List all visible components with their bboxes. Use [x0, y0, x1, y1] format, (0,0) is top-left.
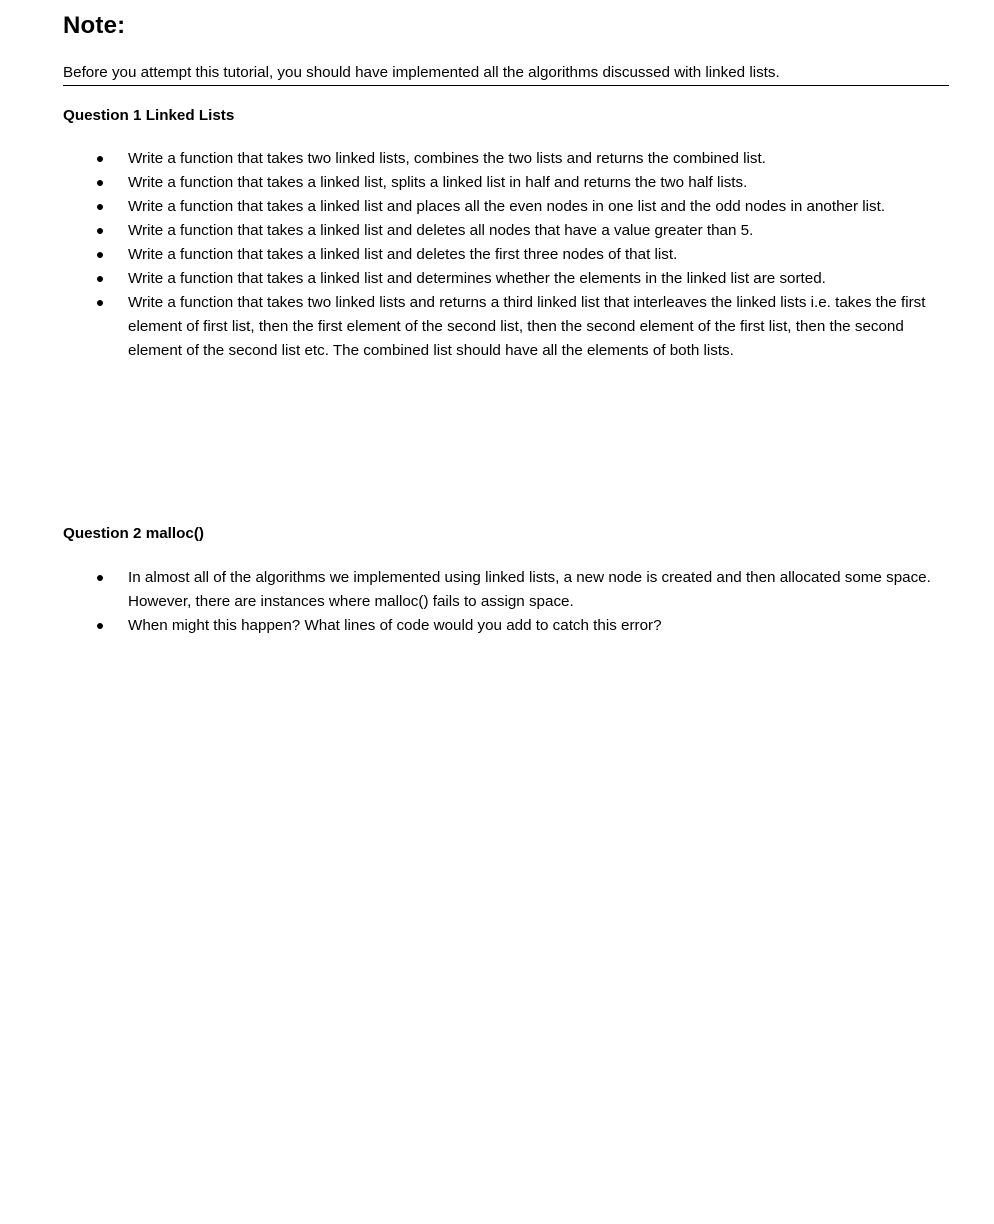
question-2-heading: Question 2 malloc()	[63, 525, 204, 542]
list-item-text: Write a function that takes a linked list, splits a linked list in half and returns the two half lists.	[128, 174, 748, 191]
list-item	[63, 219, 949, 243]
question-2-list	[63, 566, 949, 638]
bullet-icon	[97, 300, 103, 306]
list-item-text: In almost all of the algorithms we implemented using linked lists, a new node is created and then allocated some space. However, there are instances where malloc() fails to assign space.	[128, 569, 931, 610]
intro-paragraph: Before you attempt this tutorial, you should have implemented all the algorithms discussed with linked lists.	[63, 62, 949, 86]
bullet-icon	[97, 575, 103, 581]
bullet-icon	[97, 228, 103, 234]
list-item-text: Write a function that takes two linked lists, combines the two lists and returns the combined list.	[128, 150, 766, 167]
bullet-icon	[97, 204, 103, 210]
bullet-icon	[97, 276, 103, 282]
list-item	[63, 566, 949, 614]
bullet-icon	[97, 180, 103, 186]
list-item-text: Write a function that takes two linked lists and returns a third linked list that interleaves the linked lists i.e. takes the first element of first list, then the first element of the second list, then the second element of the first list, then the second element of the second list etc. The combined list should have all the elements of both lists.	[128, 294, 926, 359]
list-item-text: Write a function that takes a linked list and deletes all nodes that have a value greater than 5.	[128, 222, 754, 239]
bullet-icon	[97, 156, 103, 162]
list-item	[63, 171, 949, 195]
list-item-text: Write a function that takes a linked list and places all the even nodes in one list and the odd nodes in another list.	[128, 198, 886, 215]
list-item	[63, 291, 949, 363]
list-item	[63, 614, 949, 638]
bullet-icon	[97, 623, 103, 629]
bullet-icon	[97, 252, 103, 258]
list-item	[63, 195, 949, 219]
question-1-heading: Question 1 Linked Lists	[63, 107, 235, 124]
list-item	[63, 147, 949, 171]
list-item-text: Write a function that takes a linked list and determines whether the elements in the linked list are sorted.	[128, 270, 826, 287]
list-item	[63, 243, 949, 267]
question-1-list	[63, 147, 949, 363]
list-item-text: When might this happen? What lines of code would you add to catch this error?	[128, 617, 662, 634]
list-item-text: Write a function that takes a linked list and deletes the first three nodes of that list.	[128, 246, 678, 263]
list-item	[63, 267, 949, 291]
note-title: Note:	[63, 12, 126, 39]
